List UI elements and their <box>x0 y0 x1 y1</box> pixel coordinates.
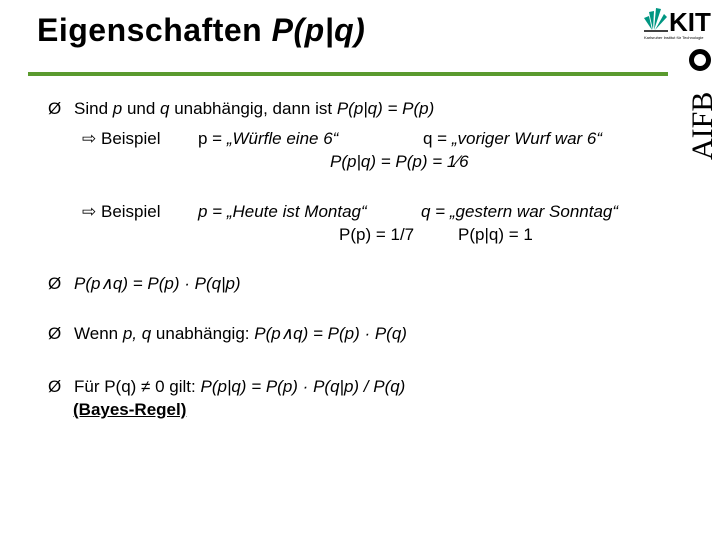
formula: P(p∧q) = P(p) · P(q) <box>254 324 407 343</box>
bullet-text: unabhängig, dann ist <box>169 99 337 118</box>
example-2-result-p: P(p) = 1/7 <box>339 225 415 244</box>
kit-logo <box>640 4 718 44</box>
var-p: p <box>112 99 123 118</box>
example-label: Beispiel <box>100 129 161 148</box>
example-2-p-definition: p = „Heute ist Montag“ <box>198 202 367 221</box>
aifb-logo-text: AIFB <box>686 91 718 160</box>
example-1-p-definition <box>198 129 338 149</box>
sub-arrow-icon: ⇨ <box>82 202 97 221</box>
formula: P(p∧q) = P(p) · P(q|p) <box>74 274 241 293</box>
page-title <box>37 12 365 49</box>
bullet-independence <box>48 99 434 119</box>
sub-arrow-icon: ⇨ <box>82 129 97 148</box>
definition-prefix: p = <box>198 129 227 148</box>
bullet-independent-product <box>48 324 407 344</box>
bullet-text: und <box>122 99 161 118</box>
definition-prefix: q = <box>423 129 452 148</box>
title-divider <box>28 72 668 76</box>
bullet-text: Für P(q) ≠ 0 gilt: <box>74 377 201 396</box>
example-2-label <box>82 202 161 222</box>
aifb-logo <box>682 48 718 163</box>
example-label: Beispiel <box>100 202 161 221</box>
definition-value: „voriger Wurf war 6“ <box>451 129 603 148</box>
definition-value: „Würfle eine 6“ <box>226 129 339 148</box>
bullet-icon: Ø <box>48 324 62 343</box>
var-q: q <box>160 99 170 118</box>
example-1-q-definition <box>423 129 602 149</box>
bullet-icon: Ø <box>48 377 62 396</box>
bullet-icon: Ø <box>48 99 62 118</box>
example-2-result-pq: P(p|q) = 1 <box>458 225 533 244</box>
example-1-label <box>82 129 161 149</box>
title-plain: Eigenschaften <box>37 12 272 48</box>
kit-logo-subtitle: Karlsruher Institut für Technologie <box>644 35 704 40</box>
bullet-text: Wenn <box>74 324 123 343</box>
vars: p, q <box>122 324 152 343</box>
bullet-icon: Ø <box>48 274 62 293</box>
formula: P(p|q) = P(p) · P(q|p) / P(q) <box>200 377 406 396</box>
bullet-text: Sind <box>74 99 113 118</box>
bullet-text: unabhängig: <box>151 324 255 343</box>
formula: P(p|q) = P(p) <box>336 99 435 118</box>
example-2-q-definition: q = „gestern war Sonntag“ <box>421 202 619 221</box>
kit-logo-text: KIT <box>669 7 711 37</box>
example-1-result: P(p|q) = P(p) = 1⁄6 <box>330 152 469 171</box>
bullet-bayes <box>48 377 405 397</box>
bullet-product-rule <box>48 274 241 294</box>
title-formula: P(p|q) <box>271 12 366 48</box>
bayes-rule-note: (Bayes-Regel) <box>73 400 187 419</box>
